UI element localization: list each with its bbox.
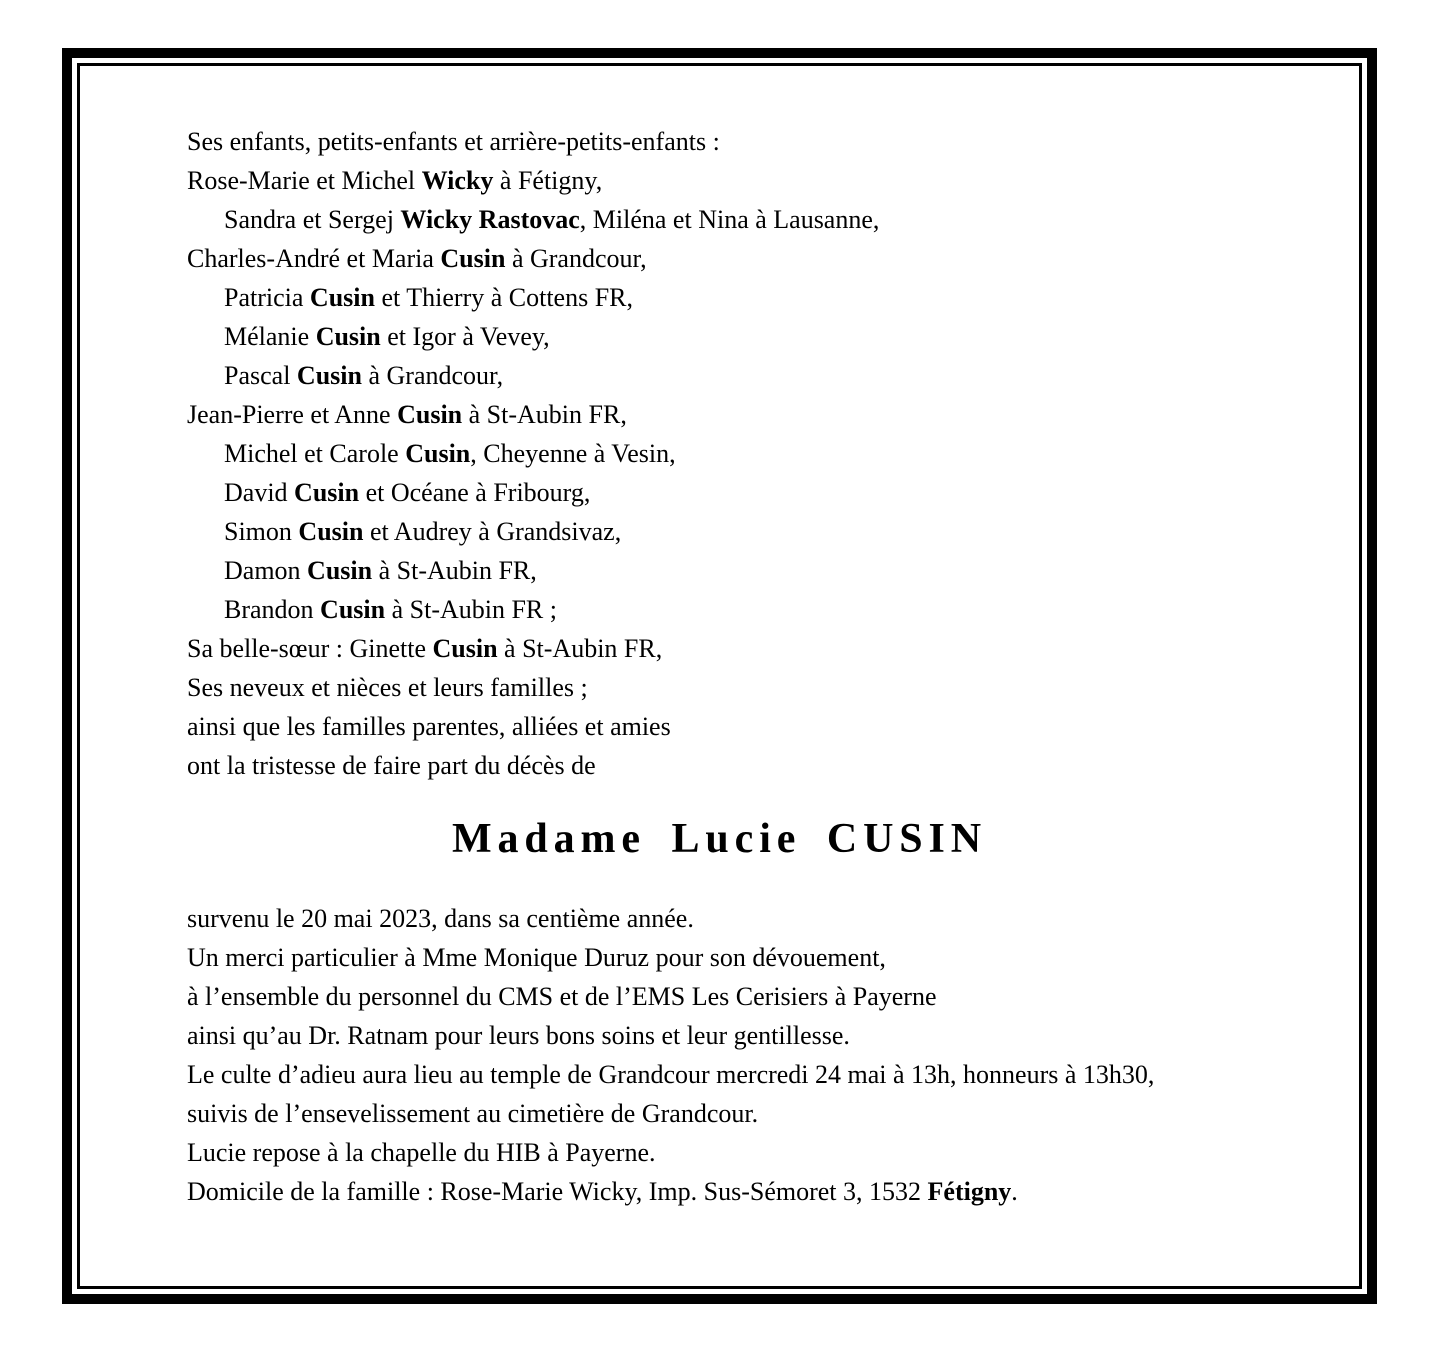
mourning-card-outer-border [62,48,1377,1304]
text-segment: Michel et Carole [224,439,406,468]
text-segment: Damon [224,556,308,585]
bold-text-segment: Cusin [320,595,386,624]
text-segment: à l’ensemble du personnel du CMS et de l’EMS Les Cerisiers à Payerne [187,982,937,1011]
text-line [187,707,1359,746]
text-segment: et Igor à Vevey, [380,322,550,351]
bold-text-segment: Cusin [309,283,375,312]
bold-text-segment: Cusin [432,634,498,663]
bold-text-segment: Wicky Rastovac [400,205,580,234]
bold-text-segment: Cusin [397,400,463,429]
text-segment: Mélanie [224,322,316,351]
text-line [187,938,1359,977]
text-segment: et Océane à Fribourg, [359,478,591,507]
text-segment: David [224,478,295,507]
text-segment: Jean-Pierre et Anne [187,400,398,429]
text-line [187,473,1359,512]
text-segment: , Miléna et Nina à Lausanne, [579,205,880,234]
obituary-content [80,66,1359,1211]
text-segment: et Audrey à Grandsivaz, [363,517,622,546]
text-line [187,977,1359,1016]
text-segment: , Cheyenne à Vesin, [470,439,676,468]
bold-text-segment: Cusin [307,556,373,585]
text-segment: à Fétigny, [493,166,603,195]
bold-text-segment: Cusin [315,322,381,351]
text-segment: Lucie repose à la chapelle du HIB à Payerne. [187,1138,656,1167]
text-segment: Charles-André et Maria [187,244,441,273]
bold-text-segment: Cusin [405,439,471,468]
text-segment: à St-Aubin FR, [372,556,537,585]
text-line [187,395,1359,434]
text-line [187,434,1359,473]
text-line [187,629,1359,668]
bold-text-segment: Cusin [298,517,364,546]
text-segment: Patricia [224,283,310,312]
text-segment: à Grandcour, [361,361,504,390]
text-segment: Un merci particulier à Mme Monique Duruz pour son dévouement, [187,943,886,972]
text-line [187,1172,1359,1211]
bold-text-segment: Cusin [440,244,506,273]
text-segment: à St-Aubin FR ; [385,595,558,624]
text-line [187,551,1359,590]
text-segment: ont la tristesse de faire part du décès de [187,751,596,780]
text-line [187,122,1359,161]
text-segment: et Thierry à Cottens FR, [374,283,634,312]
text-segment: Sa belle-sœur : Ginette [187,634,433,663]
text-segment: survenu le 20 mai 2023, dans sa centième année. [187,904,694,933]
text-line [187,668,1359,707]
text-segment: suivis de l’ensevelissement au cimetière de Grandcour. [187,1099,759,1128]
text-segment: Ses enfants, petits-enfants et arrière-petits-enfants : [187,127,720,156]
text-segment: . [1011,1177,1018,1206]
text-segment: Rose-Marie et Michel [187,166,422,195]
text-line [187,1055,1359,1094]
text-segment: à Grandcour, [505,244,647,273]
text-segment: Domicile de la famille : Rose-Marie Wicky, Imp. Sus-Sémoret 3, 1532 [187,1177,928,1206]
text-segment: Le culte d’adieu aura lieu au temple de Grandcour mercredi 24 mai à 13h, honneurs à 13h30, [187,1060,1155,1089]
text-line [187,1016,1359,1055]
announcement-details [187,899,1359,1211]
text-line [187,746,1359,785]
text-segment: ainsi que les familles parentes, alliées et amies [187,712,671,741]
text-line [187,200,1359,239]
text-line [187,356,1359,395]
bold-text-segment: Cusin [294,478,360,507]
text-segment: ainsi qu’au Dr. Ratnam pour leurs bons soins et leur gentillesse. [187,1021,850,1050]
text-segment: à St-Aubin FR, [497,634,663,663]
text-segment: à St-Aubin FR, [462,400,627,429]
text-line [187,512,1359,551]
text-line [187,1094,1359,1133]
text-segment: Brandon [224,595,321,624]
text-line [187,1133,1359,1172]
text-line [187,278,1359,317]
text-segment: Pascal [224,361,297,390]
text-segment: Ses neveux et nièces et leurs familles ; [187,673,588,702]
family-list [187,122,1359,785]
bold-text-segment: Fétigny [927,1177,1012,1206]
text-segment: Simon [224,517,299,546]
text-line [187,239,1359,278]
text-segment: Sandra et Sergej [224,205,401,234]
mourning-card-inner-border [77,63,1362,1289]
bold-text-segment: Wicky [421,166,494,195]
text-line [187,899,1359,938]
text-line [187,590,1359,629]
bold-text-segment: Cusin [296,361,362,390]
text-line [187,317,1359,356]
deceased-name-title: Madame Lucie CUSIN [452,816,987,862]
text-line [187,161,1359,200]
